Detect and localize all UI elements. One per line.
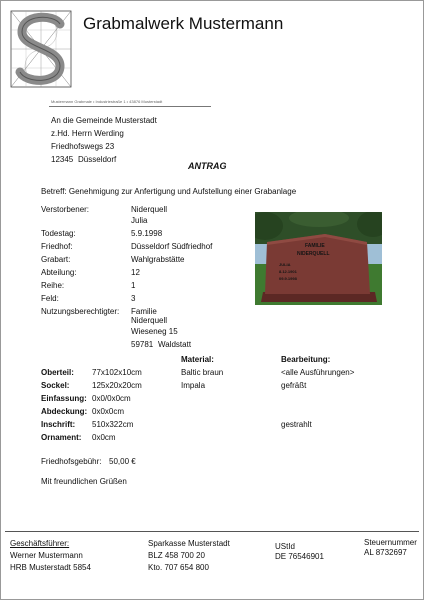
tax-value: AL 8732697	[364, 548, 407, 557]
sender-rule	[49, 106, 211, 107]
deathdate-label: Todestag:	[41, 229, 76, 238]
spec-processing: <alle Ausführungen>	[281, 368, 355, 377]
holder-line-3: Wieseneg 15	[131, 327, 178, 336]
recipient-line-1: An die Gemeinde Musterstadt	[51, 116, 157, 125]
cemetery-value: Düsseldorf Südfriedhof	[131, 242, 213, 251]
recipient-line-2: z.Hd. Herrn Werding	[51, 129, 124, 138]
row-value: 1	[131, 281, 136, 290]
section-label: Abteilung:	[41, 268, 77, 277]
gravetype-value: Wahlgrabstätte	[131, 255, 185, 264]
company-logo	[10, 10, 72, 88]
field-value: 3	[131, 294, 136, 303]
sender-line: Mustermann Grabmale • Industriestraße 1 • 43876 Musterstadt	[51, 99, 163, 104]
subject-line: Betreff: Genehmigung zur Anfertigung und Aufstellung einer Grabanlage	[41, 187, 297, 196]
inscription-died: 09.9.1998	[279, 276, 297, 281]
footer-rule	[5, 531, 419, 532]
director-label: Geschäftsführer:	[10, 539, 70, 548]
spec-label: Ornament:	[41, 433, 82, 442]
company-name: Grabmalwerk Mustermann	[83, 14, 284, 33]
fee-label: Friedhofsgebühr:	[41, 457, 102, 466]
spec-material: Baltic braun	[181, 368, 224, 377]
holder-zip: 59781	[131, 340, 154, 349]
cemetery-label: Friedhof:	[41, 242, 73, 251]
holder-city: Waldstatt	[158, 340, 192, 349]
vat-value: DE 76546901	[275, 552, 324, 561]
inscription-born: 8.12.1901	[279, 269, 297, 274]
spec-processing: gestrahlt	[281, 420, 312, 429]
deceased-surname: Niderquell	[131, 205, 168, 214]
spec-material: Impala	[181, 381, 206, 390]
material-header: Material:	[181, 355, 214, 364]
inscription-family: FAMILIE	[305, 243, 325, 249]
vat-label: UStId	[275, 542, 296, 551]
inscription-name: NIDERQUELL	[297, 251, 330, 257]
row-label: Reihe:	[41, 281, 65, 290]
closing-greeting: Mit freundlichen Grüßen	[41, 477, 127, 486]
document-title: ANTRAG	[188, 161, 227, 171]
spec-label: Einfassung:	[41, 394, 87, 403]
tax-label: Steuernummer	[364, 538, 417, 547]
gravetype-label: Grabart:	[41, 255, 71, 264]
spec-dimension: 0x0/0x0cm	[92, 394, 131, 403]
spec-label: Inschrift:	[41, 420, 76, 429]
bank-account: Kto. 707 654 800	[148, 563, 209, 572]
spec-dimension: 0x0x0cm	[92, 407, 125, 416]
holder-line-1: Familie	[131, 307, 157, 316]
processing-header: Bearbeitung:	[281, 355, 331, 364]
spec-dimension: 0x0cm	[92, 433, 116, 442]
spec-dimension: 510x322cm	[92, 420, 134, 429]
field-label: Feld:	[41, 294, 59, 303]
spec-label: Oberteil:	[41, 368, 74, 377]
recipient-line-3: Friedhofswegs 23	[51, 142, 115, 151]
deathdate-value: 5.9.1998	[131, 229, 163, 238]
deceased-label: Verstorbener:	[41, 205, 90, 214]
director-name: Werner Mustermann	[10, 551, 83, 560]
recipient-zip: 12345	[51, 155, 74, 164]
section-value: 12	[131, 268, 140, 277]
holder-label: Nutzungsberechtigter:	[41, 307, 120, 316]
deceased-firstname: Julia	[131, 216, 148, 225]
gravestone-photo	[255, 212, 382, 305]
bank-blz: BLZ 458 700 20	[148, 551, 205, 560]
fee-value: 50,00 €	[109, 457, 136, 466]
spec-label: Sockel:	[41, 381, 70, 390]
bank-name: Sparkasse Musterstadt	[148, 539, 230, 548]
spec-processing: gefräßt	[281, 381, 307, 390]
commercial-register: HRB Musterstadt 5854	[10, 563, 91, 572]
spec-dimension: 77x102x10cm	[92, 368, 142, 377]
inscription-first: JULIA	[279, 262, 291, 267]
spec-dimension: 125x20x20cm	[92, 381, 142, 390]
holder-line-2: Niderquell	[131, 316, 168, 325]
spec-label: Abdeckung:	[41, 407, 88, 416]
recipient-city: Düsseldorf	[78, 155, 117, 164]
